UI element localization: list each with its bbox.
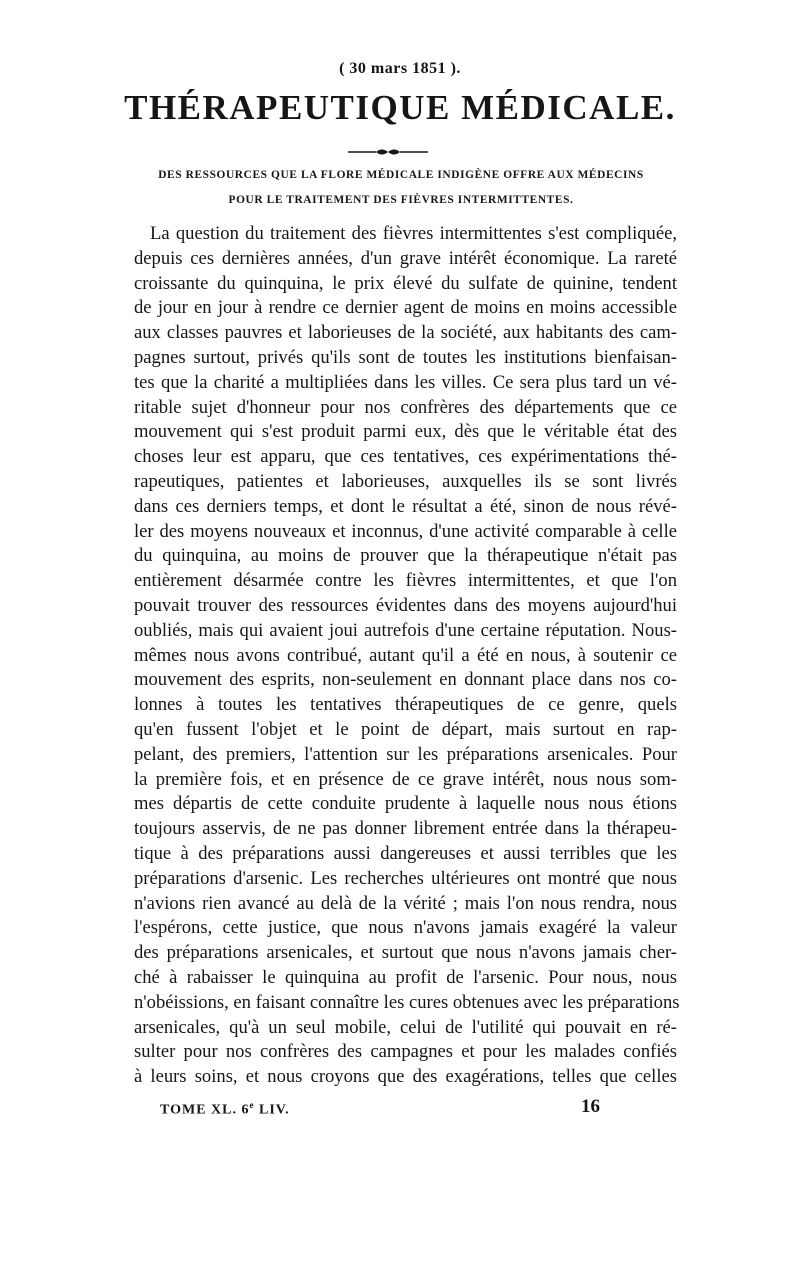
section-title: THÉRAPEUTIQUE MÉDICALE. [124, 88, 676, 127]
text-line: mouvement des esprits, non-seulement en donnant place dans nos co- [134, 669, 677, 691]
text-line: n'obéissions, en faisant connaître les cures obtenues avec les préparations [134, 991, 680, 1013]
text-line: lonnes à toutes les tentatives thérapeutiques de ce genre, quels [134, 694, 677, 716]
article-heading-line: POUR LE TRAITEMENT DES FIÈVRES INTERMITTENTES. [228, 194, 574, 206]
page-footer [160, 1096, 600, 1124]
text-line: mêmes nous avons contribué, autant qu'il a été en nous, à soutenir ce [134, 644, 677, 666]
text-line: oubliés, mais qui avaient joui autrefois d'une certaine réputation. Nous- [134, 619, 677, 641]
text-line: croissante du quinquina, le prix élevé du sulfate de quinine, tendent [134, 272, 677, 294]
text-line: l'espérons, cette justice, que nous n'avons jamais exagéré la valeur [134, 917, 677, 939]
livraison-label: LIV. [258, 1102, 290, 1118]
text-line: depuis ces dernières années, d'un grave intérêt économique. La rareté [134, 247, 677, 269]
text-line: pelant, des premiers, l'attention sur les préparations arsenicales. Pour [134, 743, 677, 765]
text-line: sulter pour nos confrères des campagnes et pour les malades confiés [134, 1041, 677, 1063]
text-line: mes départis de cette conduite prudente à laquelle nous nous étions [134, 793, 677, 815]
text-line: tes que la charité a multipliées dans les villes. Ce sera plus tard un vé- [134, 371, 677, 393]
text-line: ché à rabaisser le quinquina au profit de l'arsenic. Pour nous, nous [134, 966, 677, 988]
text-line: ler des moyens nouveaux et inconnus, d'une activité comparable à celle [134, 520, 677, 542]
text-line: arsenicales, qu'à un seul mobile, celui de l'utilité qui pouvait en ré- [134, 1016, 677, 1038]
text-line: la première fois, et en présence de ce grave intérêt, nous nous som- [134, 768, 677, 790]
text-line: toujours asservis, de ne pas donner librement entrée dans la thérapeu- [134, 818, 677, 840]
text-line: qu'en fussent l'objet et le point de départ, mais surtout en rap- [134, 718, 677, 740]
livraison-number: 6 [241, 1102, 250, 1118]
page-number: 16 [581, 1096, 600, 1117]
article-heading [118, 163, 684, 213]
text-line: à leurs soins, et nous croyons que des exagérations, telles que celles [134, 1066, 677, 1088]
text-line: tique à des préparations aussi dangereuses et aussi terribles que les [134, 842, 677, 864]
text-line: n'avions rien avancé au delà de la vérité ; mais l'on nous rendra, nous [134, 892, 677, 914]
article-heading-line: DES RESSOURCES QUE LA FLORE MÉDICALE INDIGÈNE OFFRE AUX MÉDECINS [158, 169, 644, 181]
text-line: de jour en jour à rendre ce dernier agent de moins en moins accessible [134, 297, 677, 319]
ornament-divider [348, 145, 428, 159]
tome-label: TOME XL. [160, 1102, 237, 1118]
text-line: pouvait trouver des ressources évidentes dans des moyens aujourd'hui [134, 594, 677, 616]
text-line: des préparations arsenicales, et surtout que nous n'avons jamais cher- [134, 942, 677, 964]
livraison-suffix: e [249, 1100, 255, 1110]
text-line: entièrement désarmée contre les fièvres intermittentes, et que l'on [134, 570, 677, 592]
text-line: dans ces derniers temps, et dont le résultat a été, sinon de nous révé- [134, 495, 677, 517]
text-line: du quinquina, au moins de prouver que la thérapeutique n'était pas [134, 545, 677, 567]
article-body [134, 222, 680, 1090]
date-line: ( 30 mars 1851 ). [339, 60, 461, 77]
text-line: rapeutiques, patientes et laborieuses, auxquelles ils se sont livrés [134, 470, 677, 492]
text-line: aux classes pauvres et laborieuses de la société, aux habitants des cam- [134, 322, 677, 344]
volume-info [160, 1100, 290, 1119]
text-line: mouvement qui s'est produit parmi eux, dès que le véritable état des [134, 421, 677, 443]
text-line: choses leur est apparu, que ces tentatives, ces expérimentations thé- [134, 446, 677, 468]
text-line: pagnes surtout, privés qu'ils sont de toutes les institutions bienfaisan- [134, 346, 677, 368]
text-line: préparations d'arsenic. Les recherches ultérieures ont montré que nous [134, 867, 677, 889]
text-line: La question du traitement des fièvres intermittentes s'est compliquée, [150, 223, 677, 244]
text-line: ritable sujet d'honneur pour nos confrères des départements que ce [134, 396, 677, 418]
